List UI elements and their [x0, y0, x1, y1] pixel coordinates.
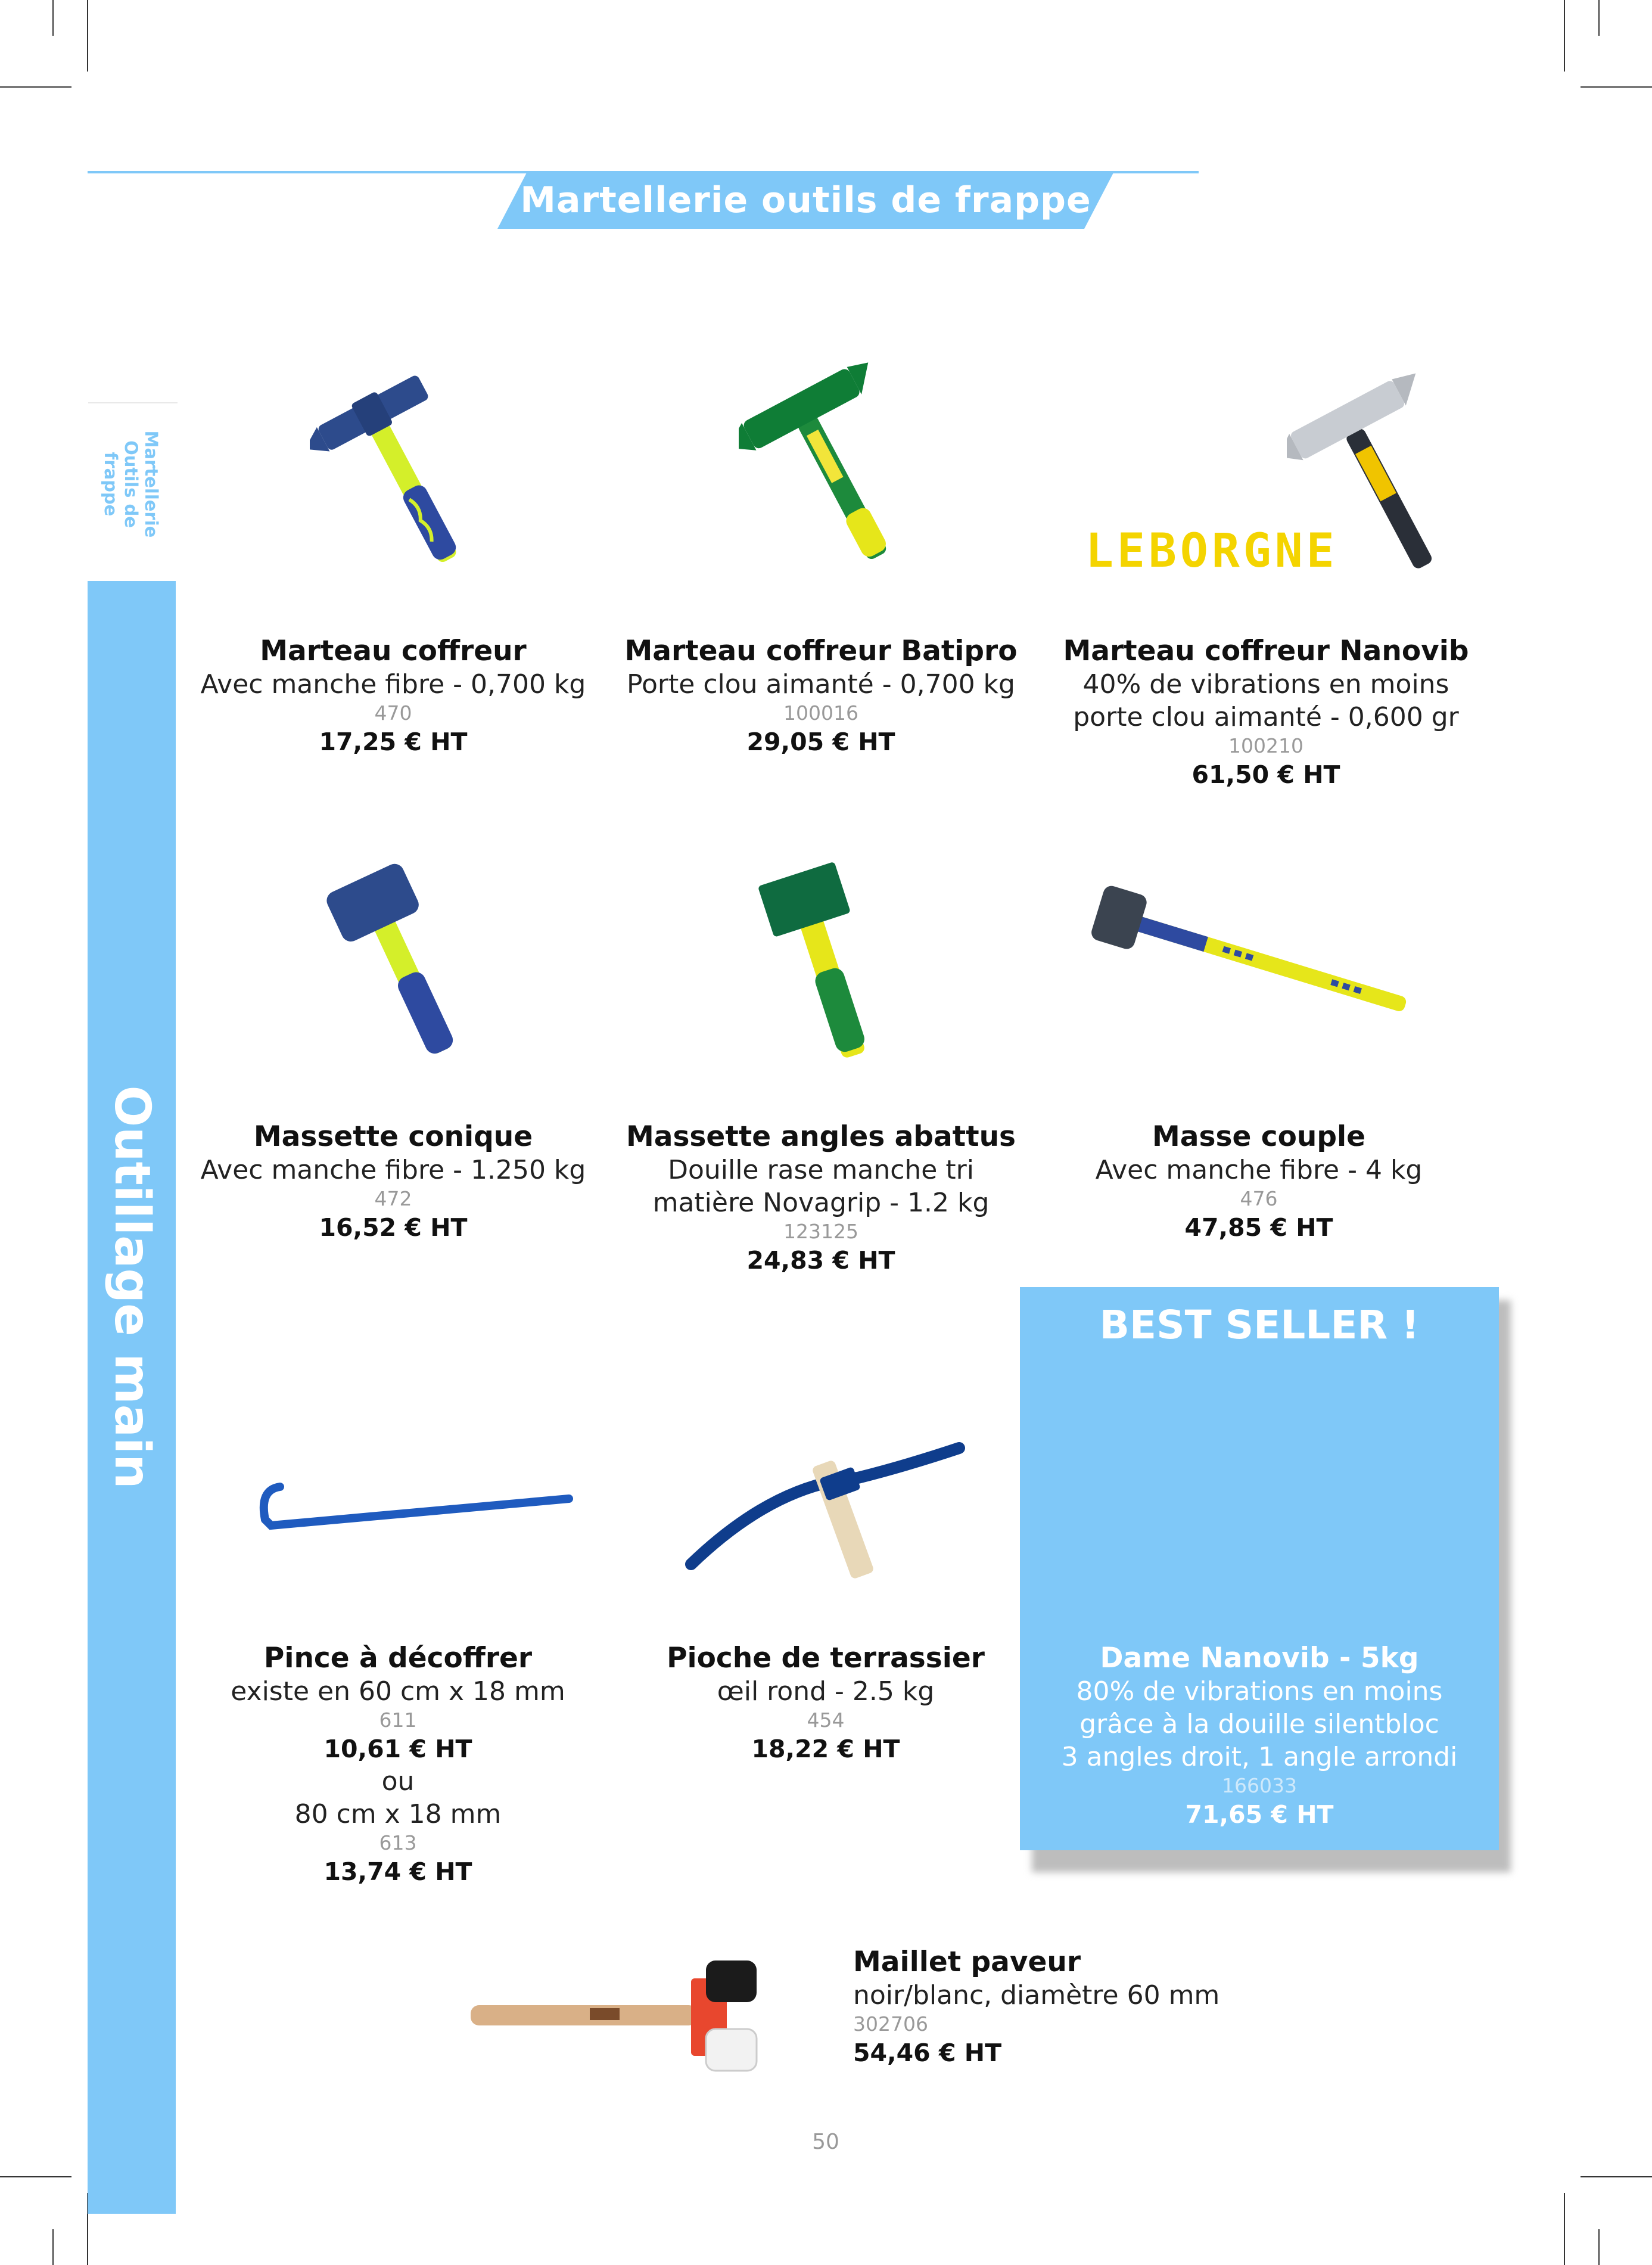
maillet-icon	[465, 1955, 774, 2074]
crop-mark	[1598, 0, 1600, 36]
crop-mark	[1564, 0, 1565, 72]
mallet-angles-icon	[733, 852, 911, 1067]
sidebar-section-line2: Outils de frappe	[101, 440, 141, 528]
product-desc: Douille rase manche tri	[668, 1155, 974, 1185]
best-seller-badge: BEST SELLER !	[1099, 1302, 1420, 1348]
product-name: Massette angles abattus	[626, 1120, 1016, 1153]
product-ref: 100210	[1228, 734, 1303, 757]
sidebar-section-line1: Martellerie	[141, 430, 161, 538]
product-ref: 166033	[1222, 1774, 1297, 1797]
sidebar-category-label: Outillage main	[104, 1085, 160, 1489]
pickaxe-icon	[679, 1436, 965, 1579]
product-name: Maillet paveur	[853, 1946, 1081, 1978]
product-desc: noir/blanc, diamètre 60 mm	[853, 1980, 1220, 2011]
product-ref: 302706	[853, 2012, 928, 2036]
product-price: 47,85 € HT	[1184, 1213, 1333, 1242]
product-ref: 470	[374, 701, 412, 725]
product-price: 54,46 € HT	[853, 2039, 1002, 2067]
product-desc: grâce à la douille silentbloc	[1079, 1709, 1439, 1739]
product-name: Pince à décoffrer	[263, 1642, 533, 1674]
product-name: Marteau coffreur	[260, 635, 527, 667]
product-ref: 123125	[783, 1220, 858, 1243]
page-number: 50	[812, 2130, 839, 2154]
crop-mark	[52, 2229, 54, 2265]
product-card	[601, 635, 1041, 758]
crop-mark	[1598, 2229, 1600, 2265]
product-name: Masse couple	[1152, 1120, 1365, 1153]
product-price: 10,61 € HT	[323, 1735, 472, 1763]
crop-mark	[1581, 86, 1652, 88]
product-ref: 472	[374, 1187, 412, 1210]
sidebar-section-label	[89, 411, 173, 557]
product-card	[605, 1642, 1046, 1765]
product-alt-price: 13,74 € HT	[323, 1857, 472, 1886]
hammer-coffreur-icon	[310, 361, 489, 575]
product-card	[178, 1642, 618, 1888]
product-price: 18,22 € HT	[751, 1735, 900, 1763]
product-desc: 3 angles droit, 1 angle arrondi	[1061, 1742, 1458, 1772]
product-desc: Avec manche fibre - 1.250 kg	[200, 1155, 586, 1185]
brand-logo: LEBORGNE	[1085, 524, 1338, 578]
crop-mark	[87, 0, 88, 72]
product-desc: existe en 60 cm x 18 mm	[231, 1676, 565, 1707]
product-card	[173, 635, 614, 758]
product-card	[601, 1120, 1041, 1276]
crop-mark	[0, 86, 71, 88]
product-price: 29,05 € HT	[746, 728, 895, 756]
crop-mark	[52, 0, 54, 36]
product-name: Massette conique	[253, 1120, 533, 1153]
product-desc: Porte clou aimanté - 0,700 kg	[627, 669, 1015, 700]
product-desc: 80% de vibrations en moins	[1076, 1676, 1443, 1707]
product-card	[173, 1120, 614, 1244]
product-ref: 454	[807, 1708, 845, 1732]
product-alt-joiner: ou	[381, 1766, 415, 1797]
crowbar-icon	[247, 1472, 581, 1537]
product-name: Marteau coffreur Batipro	[624, 635, 1018, 667]
hammer-batipro-icon	[739, 358, 917, 572]
product-alt-ref: 613	[379, 1831, 417, 1854]
product-card	[1046, 635, 1486, 791]
product-desc: Avec manche fibre - 4 kg	[1095, 1155, 1423, 1185]
product-desc: Avec manche fibre - 0,700 kg	[200, 669, 586, 700]
sidebar-category	[88, 1079, 176, 1496]
mallet-conique-icon	[310, 852, 489, 1067]
page-title: Martellerie outils de frappe	[520, 179, 1091, 221]
product-price: 61,50 € HT	[1191, 760, 1340, 789]
product-name: Pioche de terrassier	[667, 1642, 985, 1674]
product-desc: 40% de vibrations en moins	[1082, 669, 1449, 700]
product-price: 71,65 € HT	[1185, 1800, 1334, 1829]
product-ref: 611	[379, 1708, 417, 1732]
best-seller-card	[1039, 1642, 1480, 1831]
product-ref: 476	[1240, 1187, 1278, 1210]
product-desc: œil rond - 2.5 kg	[717, 1676, 935, 1707]
product-desc: matière Novagrip - 1.2 kg	[652, 1188, 990, 1218]
product-desc: porte clou aimanté - 0,600 gr	[1073, 702, 1459, 732]
product-name: Marteau coffreur Nanovib	[1063, 635, 1469, 667]
product-ref: 100016	[783, 701, 858, 725]
product-alt-desc: 80 cm x 18 mm	[294, 1799, 502, 1829]
crop-mark	[0, 2176, 71, 2177]
product-price: 24,83 € HT	[746, 1246, 895, 1275]
product-card	[1038, 1120, 1479, 1244]
crop-mark	[1581, 2176, 1652, 2177]
product-card-maillet	[853, 1946, 1330, 2069]
sidebar-divider	[88, 402, 178, 403]
product-name: Dame Nanovib - 5kg	[1100, 1642, 1419, 1674]
sledgehammer-icon	[1084, 882, 1418, 1037]
crop-mark	[1564, 2193, 1565, 2265]
product-price: 17,25 € HT	[319, 728, 468, 756]
product-price: 16,52 € HT	[319, 1213, 468, 1242]
